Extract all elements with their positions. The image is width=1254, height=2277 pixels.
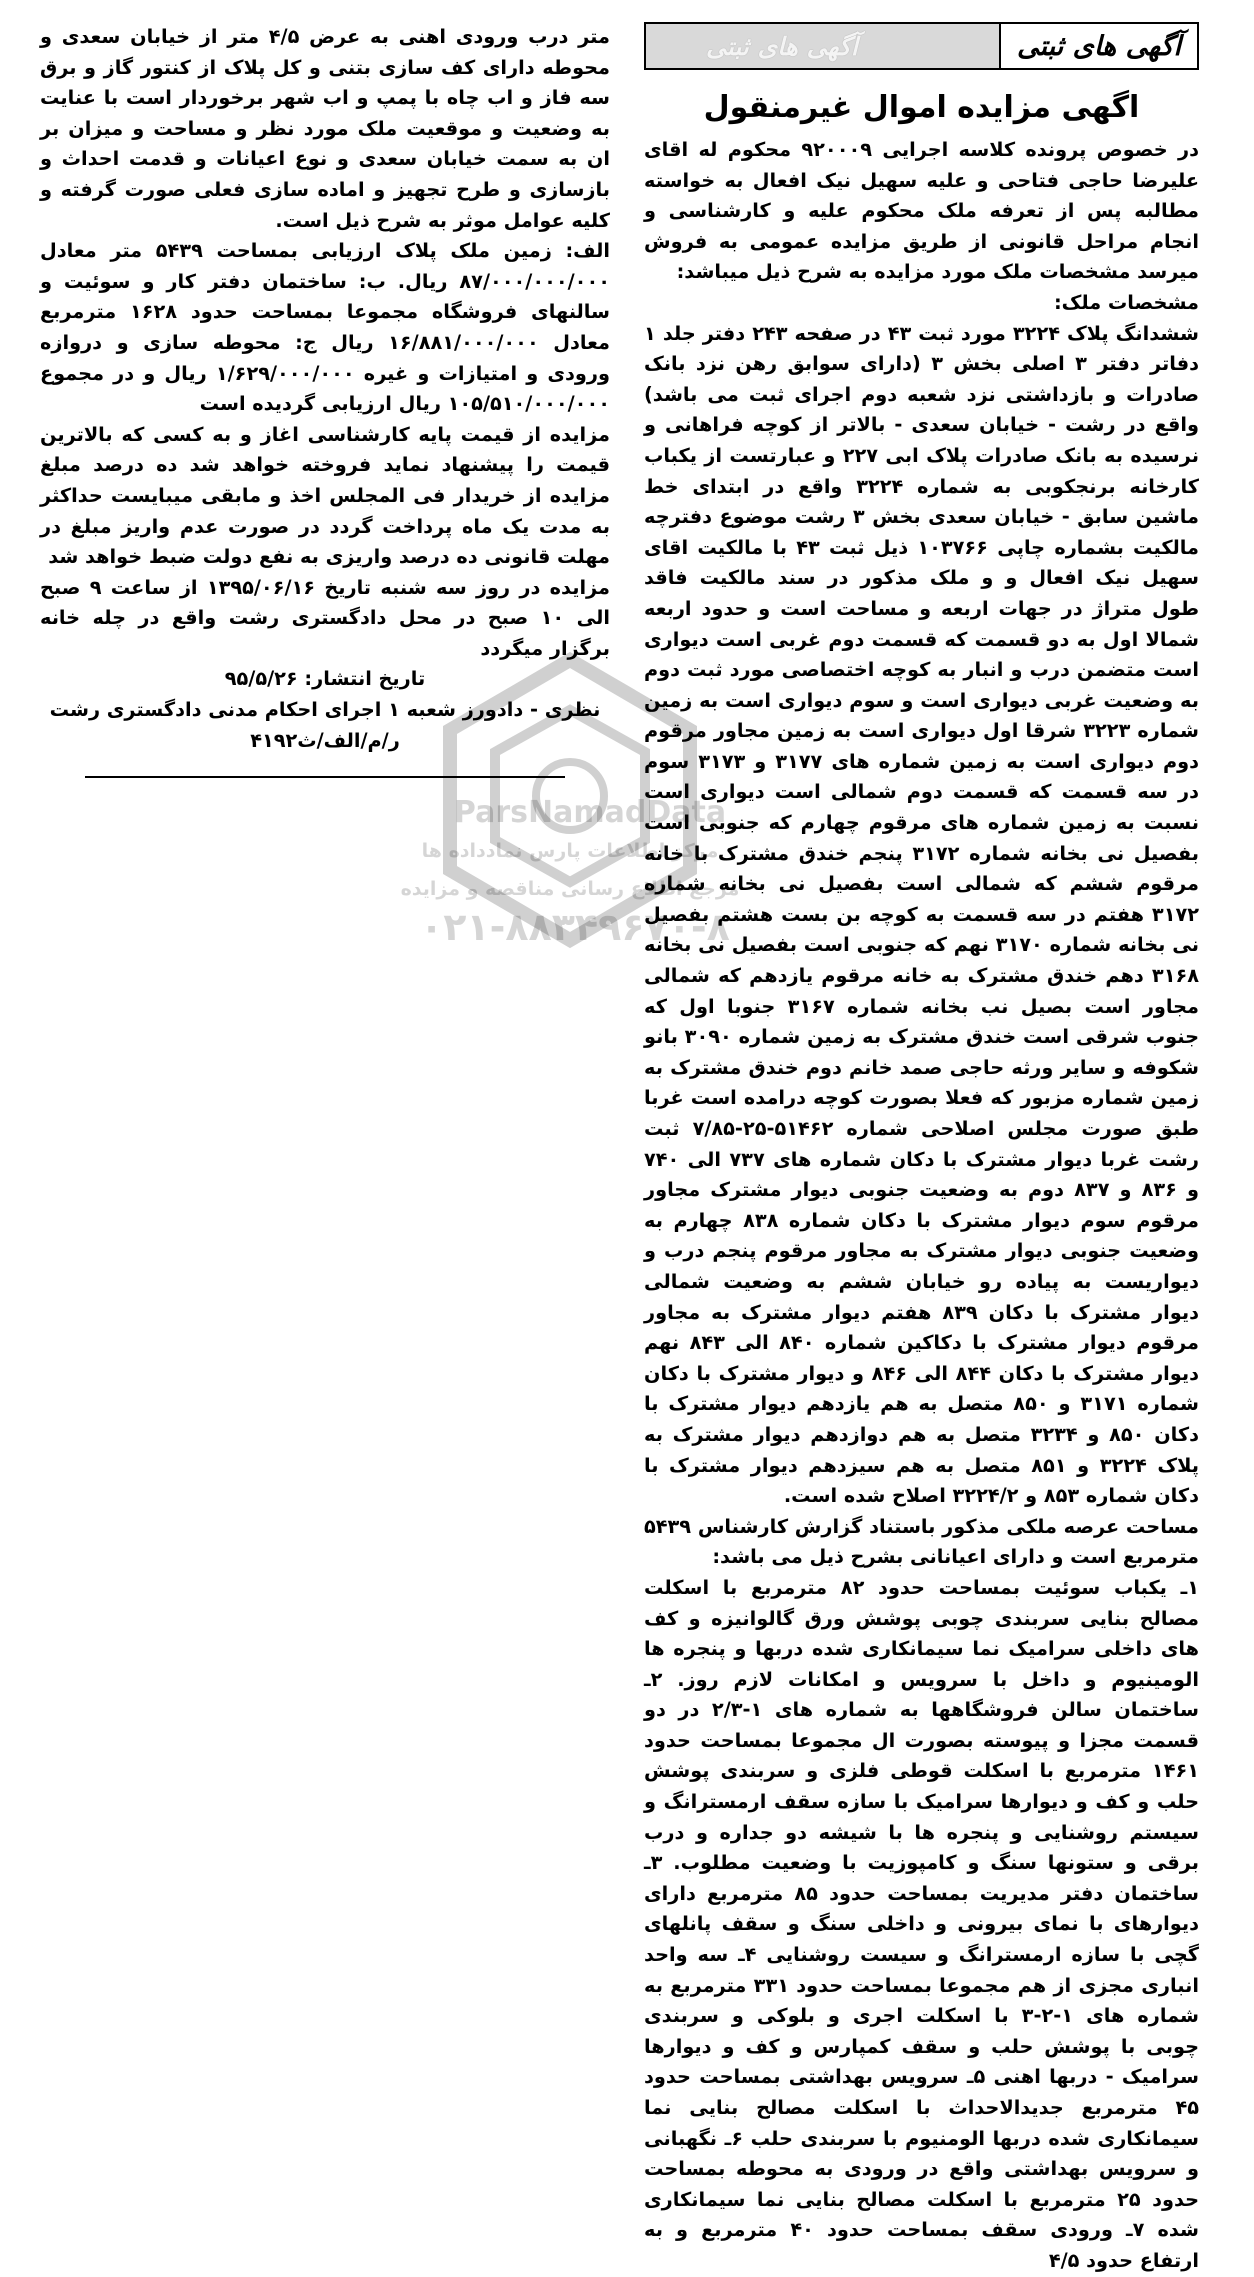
left-column [40, 22, 610, 778]
auction-terms-paragraph: مزایده از قیمت پایه کارشناسی اغاز و به کسی که بالاترین قیمت را پیشنهاد نماید فروخته خواهد شد ده درصد مبلغ مزایده از خریدار فی المجلس اخذ و مابقی میبایست حداکثر به مدت یک ماه پرداخت گردد در صورت عدم واریز مبلغ در مهلت قانونی ده درصد واریزی به نفع دولت ضبط خواهد شد [40, 422, 610, 569]
watermark-brand: ParsNamadData [453, 795, 727, 830]
section-header [644, 22, 1199, 70]
notice-title: اگهی مزایده اموال غیرمنقول [703, 90, 1140, 125]
reference-code: ر/م/الف/ث۴۱۹۲ [250, 728, 400, 752]
notice-paragraph: ششدانگ پلاک ۳۲۲۴ مورد ثبت ۴۳ در صفحه ۲۴۳ دفتر جلد ۱ دفاتر دفتر ۳ اصلی بخش ۳ (دارای سوابق رهن نزد بانک صادرات و بازداشتی نزد شعبه دوم اجرای ثبت می باشد) واقع در رشت - خیابان سعدی - بالاتر از کوچه فراهانی و نرسیده به بانک صادرات پلاک ابی ۲۲۷ و عبارتست از یکباب کارخانه برنجکوبی به شماره ۳۲۲۴ واقع در ابتدای خط ماشین سابق - خیابان سعدی بخش ۳ رشت موضوع دفترچه مالکیت بشماره چاپی ۱۰۳۷۶۶ ذیل ثبت ۴۳ با مالکیت اقای سهیل نیک افعال و و ملک مذکور در سند مالکیت فاقد طول متراژ در جهات اربعه و مساحت است و حدود اربعه شمالا اول به دو قسمت که قسمت دوم غربی است دیواری است متضمن درب و انبار به کوچه اختصاصی مورد ثبت دوم به وضعیت غربی دیواری است و سوم دیواری است به زمین شماره ۳۲۲۳ شرقا اول دیواری است به زمین مجاور مرقوم دوم دیواری است به زمین شماره های ۳۱۷۷ و ۳۱۷۳ سوم در سه قسمت که قسمت دوم شمالی است دیواری است نسبت به زمین شماره های مرقوم چهارم که جنوبی است بفصیل نی بخانه شماره ۳۱۷۲ پنجم خندق مشترک با خانه مرقوم ششم که شمالی است بفصیل نی بخانه شماره ۳۱۷۲ هفتم در سه قسمت به کوچه بن بست هشتم بفصیل نی بخانه شماره ۳۱۷۰ نهم که جنوبی است بفصیل نی بخانه ۳۱۶۸ دهم خندق مشترک به خانه مرقوم یازدهم که شمالی مجاور است بصیل نب بخانه شماره ۳۱۶۷ جنوبا اول که جنوب شرقی است خندق مشترک به زمین شماره ۳۰۹۰ بانو شکوفه و سایر ورثه حاجی صمد خانم دوم خندق مشترک به زمین شماره مزبور که فعلا بصورت کوچه درامده است غربا طبق صورت مجلس اصلاحی شماره ۵۱۴۶۲-۲۵-۷/۸۵ ثبت رشت غربا دیوار مشترک با دکان شماره های ۷۳۷ الی ۷۴۰ و ۸۳۶ و ۸۳۷ دوم به وضعیت جنوبی دیوار مشترک مجاور مرقوم سوم دیوار مشترک با دکان شماره ۸۳۸ چهارم به وضعیت جنوبی دیوار مشترک به مجاور مرقوم پنجم درب و دیواریست به پیاده رو خیابان ششم به وضعیت شمالی دیوار مشترک با دکان ۸۳۹ هفتم دیوار مشترک به مجاور مرقوم دیوار مشترک با دکاکین شماره ۸۴۰ الی ۸۴۳ نهم دیوار مشترک با دکان ۸۴۴ الی ۸۴۶ و دیوار مشترک با دکان شماره ۳۱۷۱ و ۸۵۰ متصل به هم یازدهم دیوار مشترک با دکان ۸۵۰ و ۳۲۳۴ متصل به هم دوازدهم دیوار مشترک به پلاک ۳۲۲۴ و ۸۵۱ متصل به هم سیزدهم دیوار مشترک با دکان شماره ۸۵۳ و ۳۲۲۴/۲ اصلاح شده است. [644, 321, 1200, 1508]
right-column [644, 22, 1199, 2277]
property-specs-heading: مشخصات ملک: [1053, 290, 1199, 314]
notice-paragraph: ۱ـ یکباب سوئیت بمساحت حدود ۸۲ مترمربع با اسکلت مصالح بنایی سربندی چوبی پوشش ورق گالوانیزه و کف های داخلی سرامیک نما سیمانکاری شده دربها و پنجره ها الومینیوم و داخل با سرویس و امکانات لازم روز. ۲ـ ساختمان سالن فروشگاهها به شماره های ۱-۲/۳ در دو قسمت مجزا و پیوسته بصورت ال مجموعا بمساحت حدود ۱۴۶۱ مترمربع با اسکلت قوطی فلزی و سربندی پوشش حلب و کف و دیوارها سرامیک با سازه سقف ارمسترانگ و سیستم روشنایی و پنجره ها با شیشه دو جداره و درب برقی و ستونها سنگ و کامپوزیت با وضعیت مطلوب. ۳ـ ساختمان دفتر مدیریت بمساحت حدود ۸۵ مترمربع دارای دیوارهای با نمای بیرونی و داخلی سنگ و سقف پانلهای گچی با سازه ارمسترانگ و سیست روشنایی ۴ـ سه واحد انباری مجزی از هم مجموعا بمساحت حدود ۳۳۱ مترمربع به شماره های ۱-۲-۳ با اسکلت اجری و بلوکی و سربندی چوبی با پوشش حلب و سقف کمپارس و کف و دیوارها سرامیک - دربها اهنی ۵ـ سرویس بهداشتی بمساحت حدود ۴۵ مترمربع جدیدالاحداث با اسکلت مصالح بنایی نما سیمانکاری شده دربها الومنیوم با سربندی حلب ۶ـ نگهبانی و سرویس بهداشتی واقع در ورودی به محوطه بمساحت حدود ۲۵ مترمربع با اسکلت مصالح بنایی نما سیمانکاری شده ۷ـ ورودی سقف بمساحت حدود ۴۰ مترمربع و به ارتفاع حدود ۴/۵ [644, 1575, 1199, 2272]
section-header-ghost-label: آگهی های ثبتی [706, 31, 858, 61]
notice-paragraph: متر درب ورودی اهنی به عرض ۴/۵ متر از خیابان سعدی و محوطه دارای کف سازی بتنی و کل پلاک از کنتور گاز و برق سه فاز و اب چاه با پمپ و اب شهر برخوردار است با عنایت به وضعیت و موقعیت ملک مورد نظر و مساحت و میزان بر ان به سمت خیابان سعدی و نوع اعیانات و قدمت احداث و بازسازی و طرح تجهیز و اماده سازی فعلی صورت گرفته و کلیه عوامل موثر به شرح ذیل است. [40, 25, 610, 232]
watermark-line2: مرجع اطلاع رسانی مناقصه و مزایده [400, 878, 740, 900]
watermark-line1: مرکز اطلاعات پارس نمادداده ها [421, 840, 719, 862]
signature: نظری - دادورز شعبه ۱ اجرای احکام مدنی دادگستری رشت [49, 698, 601, 722]
watermark-phone: ۰۲۱-۸۸۳۴۹۶۷۰-۸ [420, 905, 730, 949]
divider-line [85, 776, 565, 778]
notice-paragraph: مساحت عرصه ملکی مذکور باستناد گزارش کارشناس ۵۴۳۹ مترمربع است و دارای اعیانانی بشرح ذیل می باشد: [644, 1514, 1199, 1569]
notice-paragraph: در خصوص پرونده کلاسه اجرایی ۹۲۰۰۰۹ محکوم له اقای علیرضا حاجی فتاحی و علیه سهیل نیک افعال به خواسته مطالبه پس از تعرفه ملک محکوم علیه و کارشناسی و انجام مراحل قانونی از طریق مزایده عمومی به فروش میرسد مشخصات ملک مورد مزایده به شرح ذیل میباشد: [644, 138, 1199, 284]
publish-date: تاریخ انتشار: ۹۵/۵/۲۶ [224, 667, 426, 691]
auction-date-paragraph: مزایده در روز سه شنبه تاریخ ۱۳۹۵/۰۶/۱۶ از ساعت ۹ صبح الی ۱۰ صبح در محل دادگستری رشت واقع در چله خانه برگزار میگردد [40, 575, 610, 660]
section-header-label: آگهی های ثبتی [999, 24, 1197, 68]
valuation-paragraph: الف: زمین ملک پلاک ارزیابی بمساحت ۵۴۳۹ متر معادل ۸۷/۰۰۰/۰۰۰/۰۰۰ ریال. ب: ساختمان دفتر کار و سوئیت و سالنهای فروشگاه مجموعا بمساحت حدود ۱۶۲۸ مترمربع معادل ۱۶/۸۸۱/۰۰۰/۰۰۰ ریال ج: محوطه سازی و دروازه ورودی و امتیازات و غیره ۱/۶۲۹/۰۰۰/۰۰۰ ریال و در مجموع ۱۰۵/۵۱۰/۰۰۰/۰۰۰ ریال ارزیابی گردیده است [40, 239, 611, 416]
